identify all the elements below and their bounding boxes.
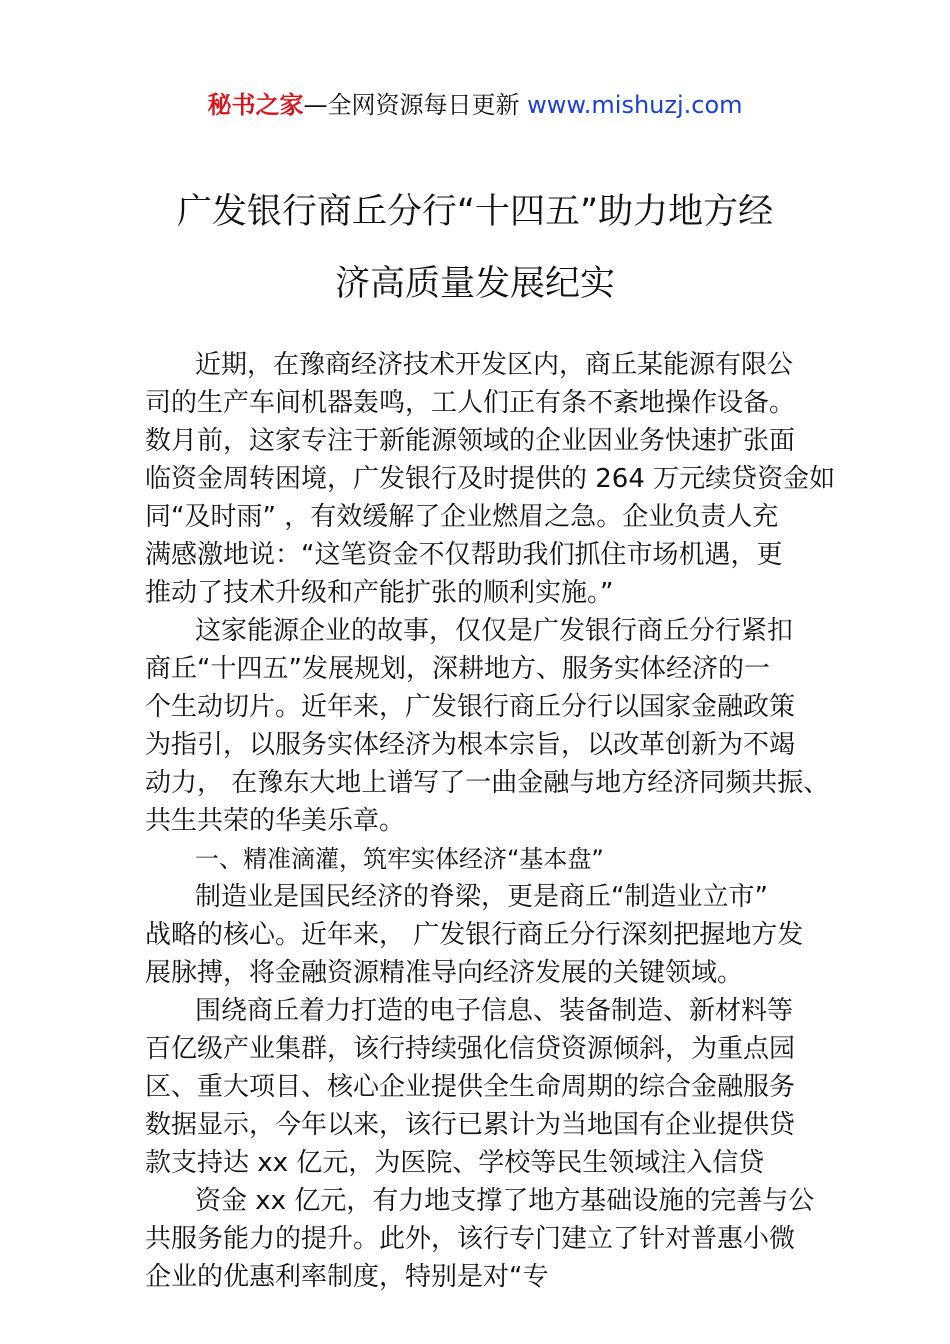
body-line: 临资金周转困境，广发银行及时提供的 264 万元续贷资金如 — [145, 464, 836, 494]
body-line: 为指引，以服务实体经济为根本宗旨，以改革创新为不竭 — [145, 730, 796, 760]
body-line: 推动了技术升级和产能扩张的顺利实施。” — [145, 578, 614, 608]
body-line: 满感激地说：“这笔资金不仅帮助我们抓住市场机遇，更 — [145, 540, 783, 570]
article-title-line-1: 广发银行商丘分行“十四五”助力地方经 — [176, 192, 774, 232]
site-header — [0, 88, 950, 122]
site-url-link[interactable]: www.mishuzj.com — [527, 91, 743, 119]
body-line: 制造业是国民经济的脊梁，更是商丘“制造业立市” — [195, 882, 768, 912]
article-body — [145, 346, 836, 1296]
body-line: 款支持达 xx 亿元，为医院、学校等民生领域注入信贷 — [145, 1148, 765, 1178]
body-line: 围绕商丘着力打造的电子信息、装备制造、新材料等 — [195, 996, 794, 1026]
body-line: 展脉搏，将金融资源精准导向经济发展的关键领域。 — [145, 958, 744, 988]
body-line: 这家能源企业的故事，仅仅是广发银行商丘分行紧扣 — [195, 616, 794, 646]
body-line: 同“及时雨” ，有效缓解了企业燃眉之急。企业负责人充 — [145, 502, 779, 532]
article-title — [60, 176, 890, 320]
body-line: 司的生产车间机器轰鸣，工人们正有条不紊地操作设备。 — [145, 388, 796, 418]
body-line: 百亿级产业集群，该行持续强化信贷资源倾斜，为重点园 — [145, 1034, 796, 1064]
section-heading: 一、精准滴灌，筑牢实体经济“基本盘” — [195, 845, 604, 873]
body-line: 近期，在豫商经济技术开发区内，商丘某能源有限公 — [195, 350, 794, 380]
body-line: 个生动切片。近年来，广发银行商丘分行以国家金融政策 — [145, 692, 796, 722]
site-brand: 秘书之家 — [207, 91, 304, 119]
body-line: 资金 xx 亿元，有力地支撑了地方基础设施的完善与公 — [195, 1186, 815, 1216]
body-line: 战略的核心。近年来， 广发银行商丘分行深刻把握地方发 — [145, 920, 804, 950]
body-line: 共服务能力的提升。此外，该行专门建立了针对普惠小微 — [145, 1224, 796, 1254]
site-tagline: —全网资源每日更新 — [303, 91, 528, 119]
body-line: 动力， 在豫东大地上谱写了一曲金融与地方经济同频共振、 — [145, 768, 830, 798]
body-line: 企业的优惠利率制度，特别是对“专 — [145, 1262, 549, 1292]
body-line: 商丘“十四五”发展规划，深耕地方、服务实体经济的一 — [145, 654, 770, 684]
body-line: 数月前，这家专注于新能源领域的企业因业务快速扩张面 — [145, 426, 796, 456]
article-title-line-2: 济高质量发展纪实 — [334, 264, 615, 304]
body-line: 共生共荣的华美乐章。 — [145, 806, 406, 836]
body-line: 数据显示，今年以来，该行已累计为当地国有企业提供贷 — [145, 1110, 796, 1140]
body-line: 区、重大项目、核心企业提供全生命周期的综合金融服务 — [145, 1072, 796, 1102]
